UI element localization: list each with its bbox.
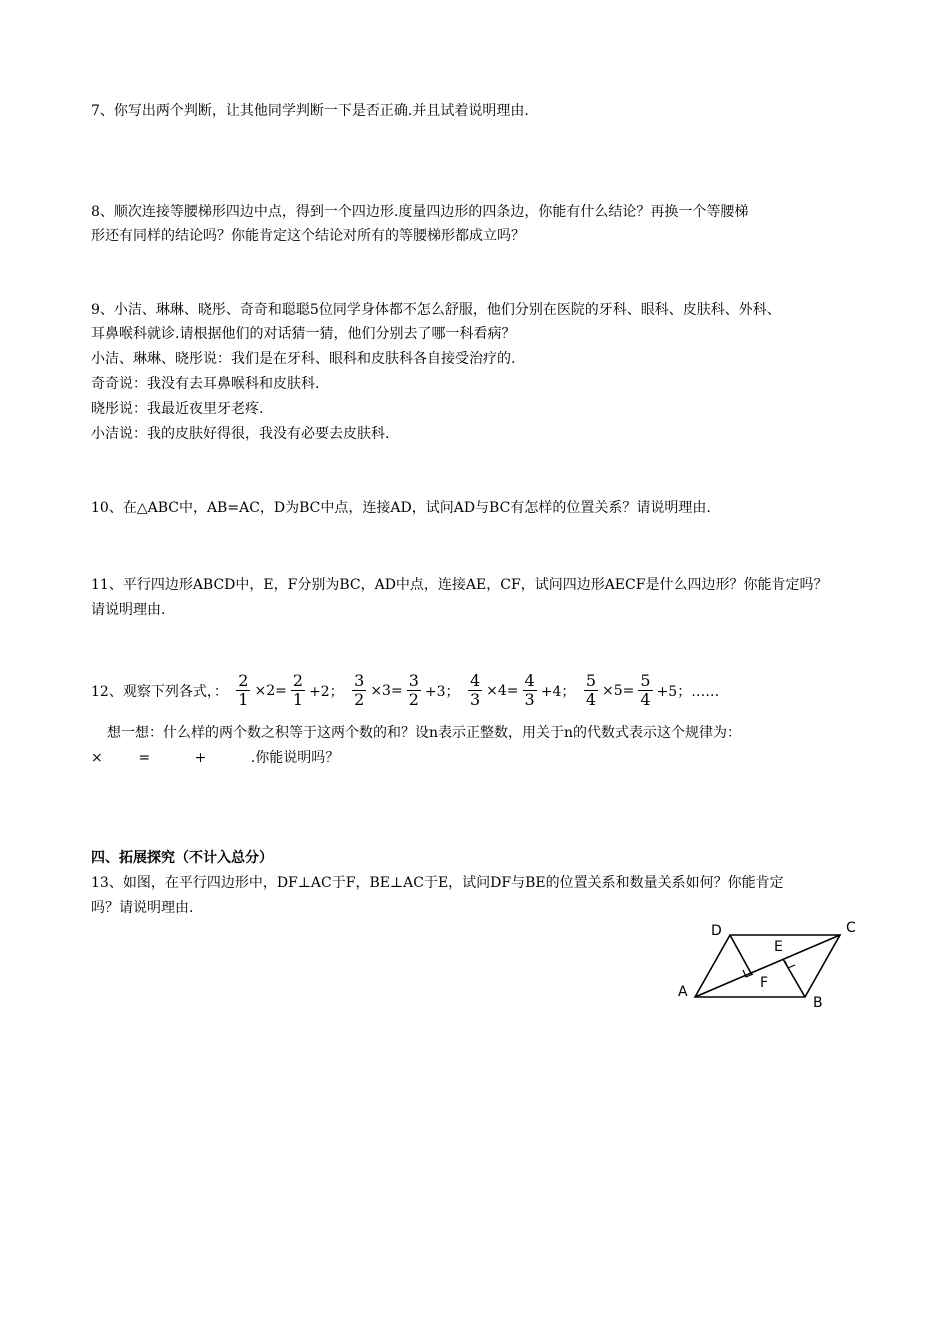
fraction: $\frac{5}{4}$ bbox=[640, 671, 651, 709]
question-10: 10、在△ABC中，AB=AC，D为BC中点，连接AD，试问AD与BC有怎样的位置关系？请说明理由. bbox=[91, 500, 711, 516]
question-9-line-3: 小洁、琳琳、晓彤说：我们是在牙科、眼科和皮肤科各自接受治疗的. bbox=[91, 351, 516, 367]
fraction: $\frac{2}{1}$ bbox=[238, 671, 249, 709]
parallelogram-figure bbox=[670, 915, 870, 1015]
fraction: $\frac{3}{2}$ bbox=[354, 671, 365, 709]
question-9-line-5: 晓彤说：我最近夜里牙老疼. bbox=[91, 401, 264, 417]
question-8-line-1: 8、顺次连接等腰梯形四边中点，得到一个四边形.度量四边形的四条边，你能有什么结论？再换一个等腰梯 bbox=[91, 204, 749, 220]
question-13-line-1: 13、如图，在平行四边形中，DF⊥AC于F，BE⊥AC于E，试问DF与BE的位置关系和数量关系如何？你能肯定 bbox=[91, 875, 784, 891]
section-4-heading: 四、拓展探究（不计入总分） bbox=[91, 850, 273, 866]
fraction: $\frac{2}{1}$ bbox=[292, 671, 304, 709]
question-9-line-1: 9、小洁、琳琳、晓彤、奇奇和聪聪5位同学身体都不怎么舒服，他们分别在医院的牙科、眼科、皮肤科、外科、 bbox=[91, 302, 781, 318]
segment-df bbox=[730, 935, 752, 975]
question-11-line-2: 请说明理由. bbox=[91, 602, 166, 618]
fraction: $\frac{4}{3}$ bbox=[524, 671, 535, 709]
question-9-line-4: 奇奇说：我没有去耳鼻喉科和皮肤科. bbox=[91, 376, 320, 392]
label-e: E bbox=[774, 939, 783, 955]
label-a: A bbox=[678, 984, 688, 1000]
question-11-line-1: 11、平行四边形ABCD中，E，F分别为BC，AD中点，连接AE，CF，试问四边形AECF是什么四边形？你能肯定吗？ bbox=[91, 577, 828, 593]
fraction: $\frac{5}{4}$ bbox=[585, 671, 596, 709]
question-12-line-3: × = + .你能说明吗？ bbox=[91, 750, 340, 766]
question-7: 7、你写出两个判断，让其他同学判断一下是否正确.并且试着说明理由. bbox=[91, 103, 529, 119]
fraction: $\frac{4}{3}$ bbox=[469, 671, 481, 709]
question-12-prefix: 12、观察下列各式，： bbox=[91, 683, 228, 700]
question-13-line-2: 吗？请说明理由. bbox=[91, 900, 194, 916]
label-b: B bbox=[813, 995, 823, 1011]
label-c: C bbox=[846, 920, 856, 936]
question-12-formula-line: 12、观察下列各式，： $\frac{2}{1}$ ×2= $\frac{2}{1}$ +2； $\frac{3}{2}$ ×3= $\frac{3}{2}$ +3； $\frac{4}{3}$ ×4= $\frac{4}{3}$ +4； $\frac{5}{4}$ ×5= $\frac{5}{4}$ +5；…… bbox=[91, 671, 720, 709]
fraction: $\frac{3}{2}$ bbox=[408, 671, 419, 709]
question-8-line-2: 形还有同样的结论吗？你能肯定这个结论对所有的等腰梯形都成立吗？ bbox=[91, 228, 525, 244]
label-f: F bbox=[760, 975, 769, 991]
right-angle-marker-e bbox=[785, 961, 795, 968]
question-9-line-6: 小洁说：我的皮肤好得很，我没有必要去皮肤科. bbox=[91, 426, 390, 442]
question-12-line-2: 想一想：什么样的两个数之积等于这两个数的和？设n表示正整数，用关于n的代数式表示这个规律为： bbox=[107, 725, 742, 741]
label-d: D bbox=[711, 923, 722, 939]
question-9-line-2: 耳鼻喉科就诊.请根据他们的对话猜一猜，他们分别去了哪一科看病？ bbox=[91, 326, 516, 342]
